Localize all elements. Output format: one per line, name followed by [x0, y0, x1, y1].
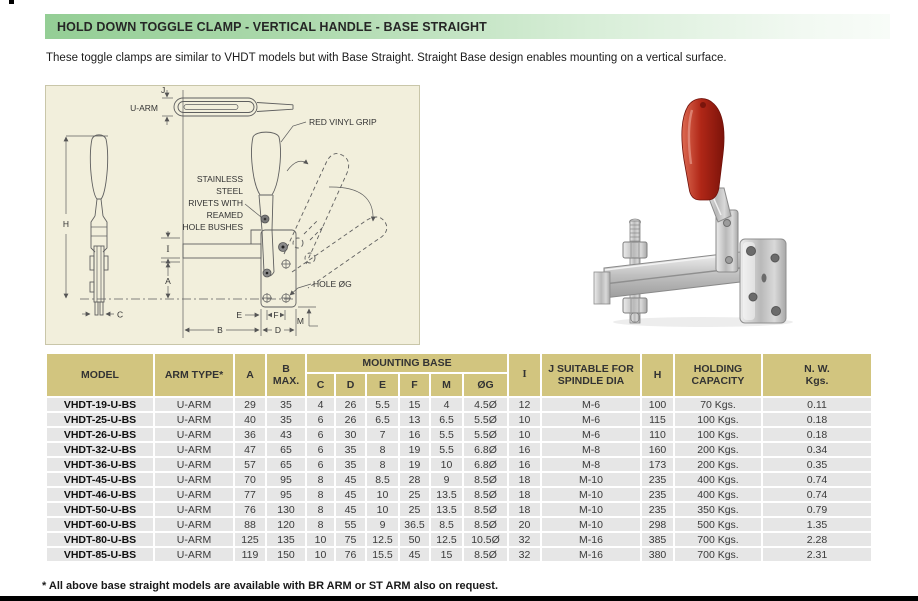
spec-cell: 6 — [307, 413, 334, 426]
spec-cell: 15.5 — [367, 548, 398, 561]
stainless-label-5: HOLE BUSHES — [182, 222, 243, 232]
spec-cell: 36.5 — [400, 518, 429, 531]
spec-cell: 235 — [642, 473, 673, 486]
page-edge-mark — [9, 0, 14, 4]
table-row — [47, 398, 871, 411]
col-header-b-line1: B — [282, 362, 290, 375]
spec-cell: M-10 — [542, 473, 640, 486]
spec-cell: 235 — [642, 503, 673, 516]
spec-cell: U-ARM — [155, 443, 233, 456]
stainless-label-4: REAMED — [206, 210, 243, 220]
spec-cell: 13.5 — [431, 488, 462, 501]
spec-cell: 75 — [336, 533, 365, 546]
clamp-side-view — [90, 135, 108, 315]
spec-cell: 12 — [509, 398, 540, 411]
spec-cell: U-ARM — [155, 428, 233, 441]
spec-cell: 200 Kgs. — [675, 443, 761, 456]
col-header-holding-capacity — [675, 354, 761, 396]
stainless-label-3: RIVETS WITH — [188, 198, 243, 208]
spec-cell: 119 — [235, 548, 265, 561]
spec-cell: 8 — [307, 488, 334, 501]
spec-cell: 8 — [307, 518, 334, 531]
spec-cell: 350 Kgs. — [675, 503, 761, 516]
model-cell: VHDT-46-U-BS — [47, 488, 153, 501]
spec-cell: 10.5Ø — [464, 533, 507, 546]
spec-cell: 235 — [642, 488, 673, 501]
table-row — [47, 473, 871, 486]
spec-cell: 8.5Ø — [464, 488, 507, 501]
spec-cell: 25 — [400, 488, 429, 501]
table-row — [47, 533, 871, 546]
spec-cell: M-6 — [542, 413, 640, 426]
spec-cell: M-8 — [542, 443, 640, 456]
spec-cell: 10 — [509, 413, 540, 426]
spec-cell: 8.5 — [431, 518, 462, 531]
spec-cell: 8.5Ø — [464, 518, 507, 531]
spec-cell: 150 — [267, 548, 305, 561]
spec-cell: 6.5 — [367, 413, 398, 426]
hole-og-label: HOLE ØG — [313, 279, 352, 289]
table-row — [47, 518, 871, 531]
spec-cell: 385 — [642, 533, 673, 546]
table-row — [47, 503, 871, 516]
spec-cell: U-ARM — [155, 518, 233, 531]
spec-cell: 18 — [509, 473, 540, 486]
spec-cell: 16 — [400, 428, 429, 441]
spec-cell: 0.74 — [763, 473, 871, 486]
spec-cell: 400 Kgs. — [675, 473, 761, 486]
spec-cell: 19 — [400, 458, 429, 471]
model-cell: VHDT-26-U-BS — [47, 428, 153, 441]
col-header-d: D — [336, 374, 365, 396]
spec-cell: 160 — [642, 443, 673, 456]
spec-cell: 47 — [235, 443, 265, 456]
spec-cell: 16 — [509, 458, 540, 471]
dim-label-h: H — [62, 219, 70, 229]
spec-cell: 15 — [400, 398, 429, 411]
spec-cell: 20 — [509, 518, 540, 531]
col-header-nw-line1: N. W. — [804, 362, 830, 375]
spec-cell: 10 — [367, 503, 398, 516]
spec-cell: 95 — [267, 488, 305, 501]
spec-cell: 65 — [267, 458, 305, 471]
spec-cell: 4 — [431, 398, 462, 411]
col-header-i: I — [509, 354, 540, 396]
spec-cell: U-ARM — [155, 458, 233, 471]
table-row — [47, 488, 871, 501]
model-cell: VHDT-19-U-BS — [47, 398, 153, 411]
diagram-drawing — [46, 86, 419, 344]
spec-cell: 100 Kgs. — [675, 413, 761, 426]
dim-label-i: I — [166, 245, 170, 255]
spec-cell: 100 Kgs. — [675, 428, 761, 441]
spec-cell: 380 — [642, 548, 673, 561]
spec-cell: 55 — [336, 518, 365, 531]
table-row — [47, 548, 871, 561]
spec-cell: 10 — [431, 458, 462, 471]
spec-cell: 35 — [336, 458, 365, 471]
col-header-arm-type: ARM TYPE* — [155, 354, 233, 396]
spec-cell: 5.5 — [367, 398, 398, 411]
spec-cell: 125 — [235, 533, 265, 546]
spec-cell: 70 Kgs. — [675, 398, 761, 411]
table-row — [47, 443, 871, 456]
spec-cell: 10 — [307, 533, 334, 546]
spec-cell: 70 — [235, 473, 265, 486]
spec-cell: 6 — [307, 443, 334, 456]
col-header-j-spindle — [542, 354, 640, 396]
spec-cell: 500 Kgs. — [675, 518, 761, 531]
spec-cell: 10 — [307, 548, 334, 561]
spec-cell: 57 — [235, 458, 265, 471]
spec-cell: 12.5 — [367, 533, 398, 546]
dim-label-f: F — [273, 310, 279, 320]
spec-cell: 1.35 — [763, 518, 871, 531]
spec-cell: 298 — [642, 518, 673, 531]
col-header-j-line1: J SUITABLE FOR — [548, 362, 634, 375]
spec-cell: 130 — [267, 503, 305, 516]
table-row — [47, 413, 871, 426]
spec-cell: 30 — [336, 428, 365, 441]
model-cell: VHDT-36-U-BS — [47, 458, 153, 471]
model-cell: VHDT-50-U-BS — [47, 503, 153, 516]
col-header-nw-line2: Kgs. — [805, 375, 829, 387]
dim-label-a: A — [165, 276, 171, 286]
spec-cell: M-10 — [542, 518, 640, 531]
table-row — [47, 428, 871, 441]
spec-cell: 76 — [235, 503, 265, 516]
spec-cell: 0.18 — [763, 413, 871, 426]
spec-cell: 8.5 — [367, 473, 398, 486]
spec-cell: 8.5Ø — [464, 548, 507, 561]
spec-cell: 12.5 — [431, 533, 462, 546]
red-vinyl-grip-label: RED VINYL GRIP — [309, 117, 377, 127]
spec-cell: 35 — [267, 413, 305, 426]
spec-cell: 10 — [367, 488, 398, 501]
spec-cell: 45 — [336, 473, 365, 486]
spec-cell: 400 Kgs. — [675, 488, 761, 501]
spec-cell: 19 — [400, 443, 429, 456]
product-photo-drawing — [588, 92, 813, 332]
spec-cell: U-ARM — [155, 413, 233, 426]
spec-cell: 8 — [307, 473, 334, 486]
spec-cell: M-6 — [542, 428, 640, 441]
spec-cell: 35 — [267, 398, 305, 411]
spec-cell: M-16 — [542, 548, 640, 561]
spec-cell: 8 — [367, 443, 398, 456]
spec-cell: 95 — [267, 473, 305, 486]
spec-cell: M-16 — [542, 533, 640, 546]
spec-cell: 7 — [367, 428, 398, 441]
page-title: HOLD DOWN TOGGLE CLAMP - VERTICAL HANDLE - BASE STRAIGHT — [57, 19, 487, 34]
spec-cell: 8.5Ø — [464, 503, 507, 516]
spec-cell: 35 — [336, 443, 365, 456]
spec-cell: U-ARM — [155, 398, 233, 411]
spec-cell: 0.74 — [763, 488, 871, 501]
spec-cell: 9 — [367, 518, 398, 531]
spec-cell: 10 — [509, 428, 540, 441]
spec-cell: 2.31 — [763, 548, 871, 561]
dim-label-e: E — [236, 310, 242, 320]
spec-cell: 5.5 — [431, 428, 462, 441]
spec-cell: 6.8Ø — [464, 443, 507, 456]
photo-red-grip — [682, 99, 724, 200]
spec-cell: 4.5Ø — [464, 398, 507, 411]
spec-cell: 200 Kgs. — [675, 458, 761, 471]
col-header-j-line2: SPINDLE DIA — [557, 375, 625, 387]
spec-cell: U-ARM — [155, 503, 233, 516]
spec-cell: U-ARM — [155, 488, 233, 501]
dim-label-c: C — [117, 309, 124, 320]
spec-cell: 50 — [400, 533, 429, 546]
spec-cell: 13 — [400, 413, 429, 426]
spec-cell: M-6 — [542, 398, 640, 411]
spec-cell: 18 — [509, 503, 540, 516]
technical-diagram — [45, 85, 420, 345]
spec-cell: 45 — [336, 503, 365, 516]
model-cell: VHDT-80-U-BS — [47, 533, 153, 546]
photo-base-plate — [740, 239, 786, 323]
spec-cell: 2.28 — [763, 533, 871, 546]
spec-cell: 15 — [431, 548, 462, 561]
spec-cell: 100 — [642, 398, 673, 411]
spec-cell: 36 — [235, 428, 265, 441]
spec-cell: 76 — [336, 548, 365, 561]
spec-cell: M-10 — [542, 503, 640, 516]
spec-cell: U-ARM — [155, 533, 233, 546]
footnote: * All above base straight models are available with BR ARM or ST ARM also on request. — [42, 580, 498, 592]
spec-cell: 26 — [336, 398, 365, 411]
spec-cell: 0.35 — [763, 458, 871, 471]
spec-table-body — [47, 398, 871, 561]
spec-cell: 16 — [509, 443, 540, 456]
col-header-b-line2: MAX. — [272, 375, 300, 387]
col-header-f: F — [400, 374, 429, 396]
spec-cell: 45 — [336, 488, 365, 501]
model-cell: VHDT-85-U-BS — [47, 548, 153, 561]
spec-cell: 32 — [509, 548, 540, 561]
spec-cell: 115 — [642, 413, 673, 426]
bottom-border — [0, 596, 918, 601]
spec-cell: 40 — [235, 413, 265, 426]
spec-cell: U-ARM — [155, 548, 233, 561]
spec-cell: 0.34 — [763, 443, 871, 456]
dim-label-b: B — [217, 325, 223, 335]
model-cell: VHDT-25-U-BS — [47, 413, 153, 426]
spec-cell: 18 — [509, 488, 540, 501]
spec-cell: 6.5 — [431, 413, 462, 426]
spec-cell: 88 — [235, 518, 265, 531]
spec-cell: 8 — [367, 458, 398, 471]
col-header-model: MODEL — [47, 354, 153, 396]
spec-table — [45, 352, 873, 563]
u-arm-label: U-ARM — [130, 103, 158, 113]
spec-cell: 26 — [336, 413, 365, 426]
spec-cell: 5.5 — [431, 443, 462, 456]
dim-label-j: J — [161, 86, 166, 95]
col-header-h: H — [642, 354, 673, 396]
product-description: These toggle clamps are similar to VHDT models but with Base Straight. Straight Base design enables mounting on a vertical surface. — [46, 52, 727, 64]
spec-cell: 32 — [509, 533, 540, 546]
model-cell: VHDT-60-U-BS — [47, 518, 153, 531]
spec-cell: 4 — [307, 398, 334, 411]
spec-cell: 45 — [400, 548, 429, 561]
product-photo — [588, 92, 813, 332]
spec-cell: 0.79 — [763, 503, 871, 516]
col-header-holding-line1: HOLDING — [693, 362, 743, 375]
spec-cell: 135 — [267, 533, 305, 546]
col-header-holding-line2: CAPACITY — [691, 375, 745, 387]
spec-cell: 28 — [400, 473, 429, 486]
model-cell: VHDT-32-U-BS — [47, 443, 153, 456]
col-header-e: E — [367, 374, 398, 396]
spec-cell: 0.18 — [763, 428, 871, 441]
col-header-c: C — [307, 374, 334, 396]
spec-cell: 0.11 — [763, 398, 871, 411]
spec-cell: 29 — [235, 398, 265, 411]
spec-cell: 110 — [642, 428, 673, 441]
spec-cell: M-8 — [542, 458, 640, 471]
model-cell: VHDT-45-U-BS — [47, 473, 153, 486]
spec-cell: 700 Kgs. — [675, 533, 761, 546]
spec-cell: 43 — [267, 428, 305, 441]
spec-cell: 173 — [642, 458, 673, 471]
dim-label-d: D — [274, 325, 282, 335]
spec-cell: 5.5Ø — [464, 428, 507, 441]
col-header-a: A — [235, 354, 265, 396]
col-header-nw — [763, 354, 871, 396]
spec-cell: 77 — [235, 488, 265, 501]
dim-label-m: M — [296, 316, 304, 326]
col-header-m: M — [431, 374, 462, 396]
spec-cell: 700 Kgs. — [675, 548, 761, 561]
col-header-b-max — [267, 354, 305, 396]
spec-cell: 6.8Ø — [464, 458, 507, 471]
spec-cell: 120 — [267, 518, 305, 531]
col-header-og: ØG — [464, 374, 507, 396]
handle-open-positions — [284, 154, 387, 288]
spec-cell: 6 — [307, 428, 334, 441]
spec-cell: 9 — [431, 473, 462, 486]
spec-cell: 5.5Ø — [464, 413, 507, 426]
spec-cell: 65 — [267, 443, 305, 456]
spec-cell: U-ARM — [155, 473, 233, 486]
spec-cell: 6 — [307, 458, 334, 471]
spec-cell: 8 — [307, 503, 334, 516]
spec-cell: 25 — [400, 503, 429, 516]
spec-cell: M-10 — [542, 488, 640, 501]
spec-cell: 8.5Ø — [464, 473, 507, 486]
stainless-label-2: STEEL — [216, 186, 243, 196]
title-banner — [45, 14, 890, 39]
table-row — [47, 458, 871, 471]
u-arm-top-view — [174, 98, 293, 116]
spec-cell: 13.5 — [431, 503, 462, 516]
stainless-label-1: STAINLESS — [196, 174, 243, 184]
col-header-mounting-base: MOUNTING BASE — [307, 354, 507, 372]
